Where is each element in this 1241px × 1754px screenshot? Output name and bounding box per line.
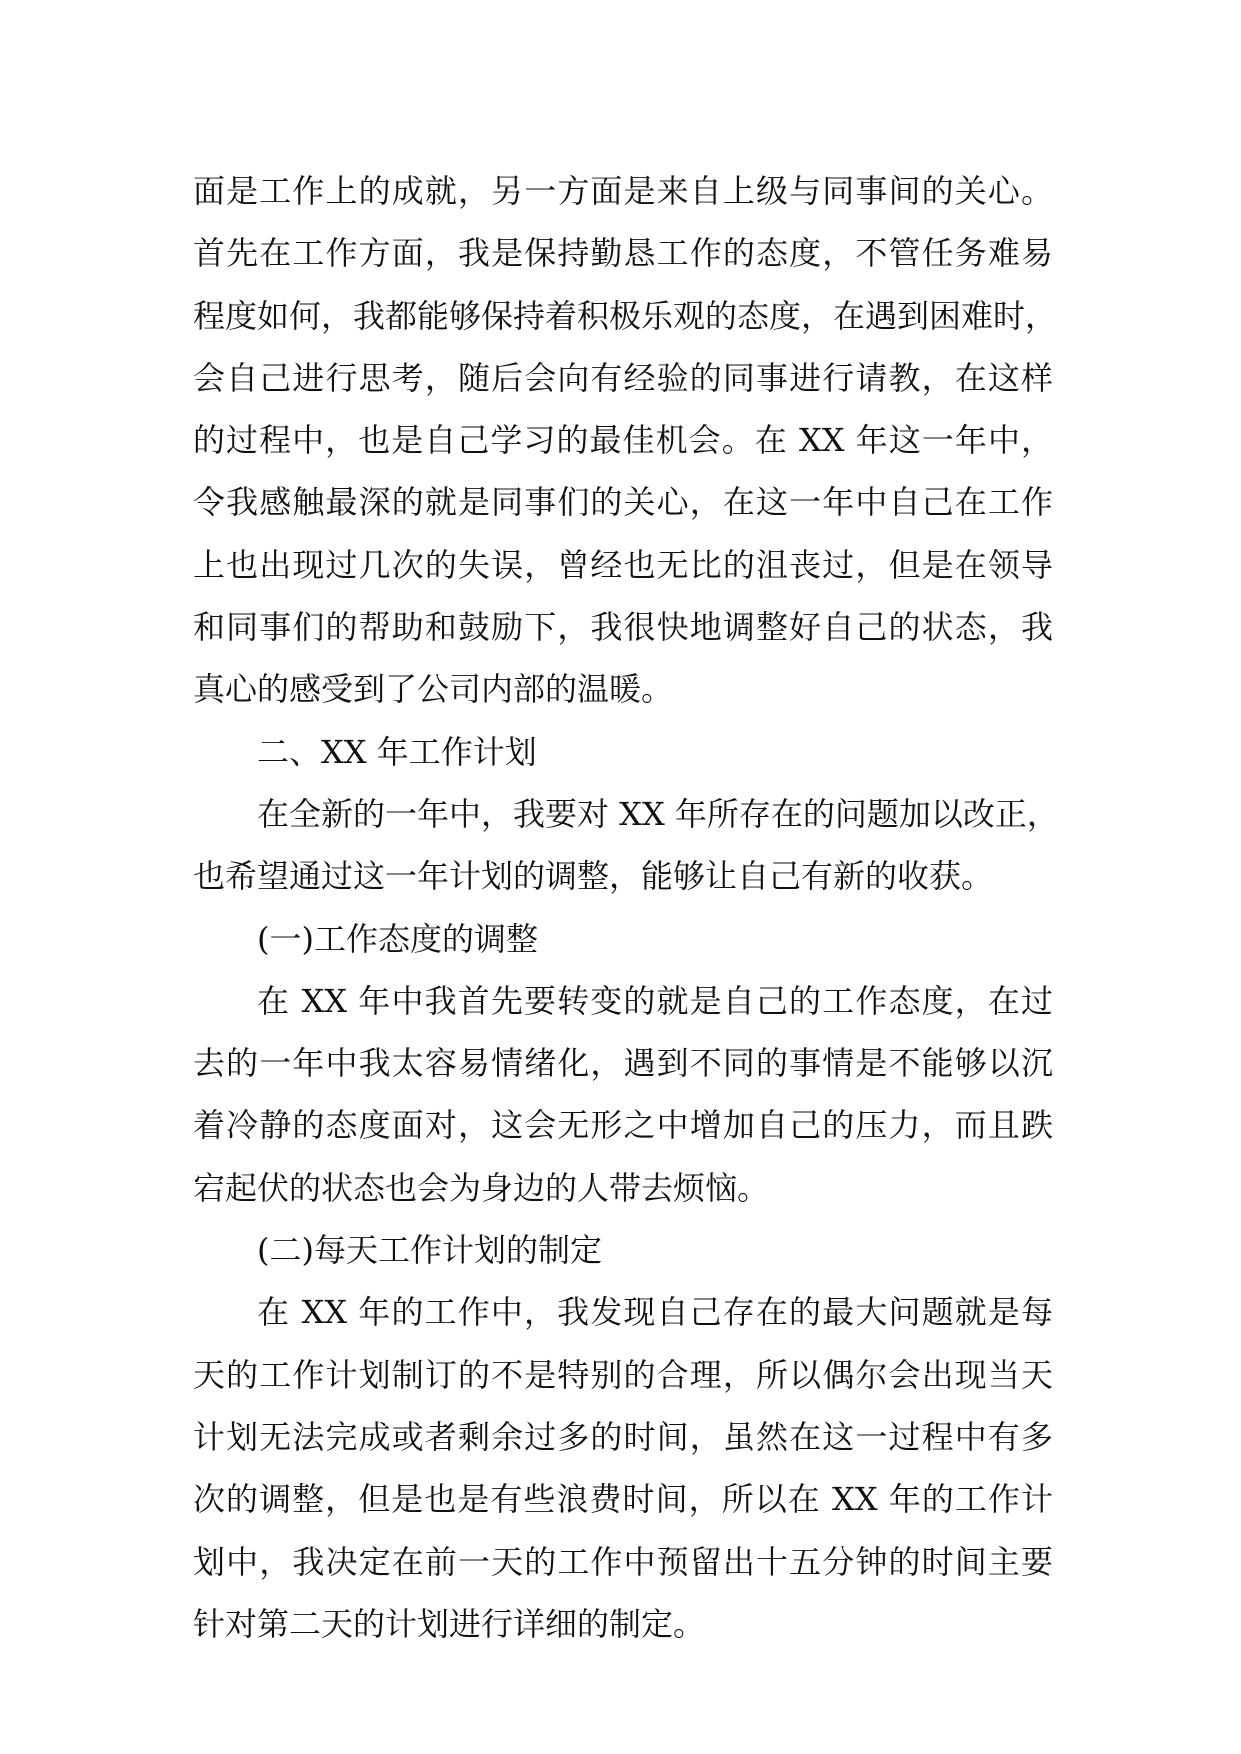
paragraph-line: 针对第二天的计划进行详细的制定。 xyxy=(193,1604,706,1643)
paragraph-line: 天的工作计划制订的不是特别的合理，所以偶尔会出现当天 xyxy=(193,1355,1053,1394)
paragraph-line: 着冷静的态度面对，这会无形之中增加自己的压力，而且跌 xyxy=(193,1106,1053,1145)
document-body xyxy=(193,160,1059,1655)
paragraph-line: 首先在工作方面，我是保持勤恳工作的态度，不管任务难易 xyxy=(193,234,1053,273)
paragraph-line: 的过程中，也是自己学习的最佳机会。在 XX 年这一年中， xyxy=(193,421,1053,460)
paragraph-line: 在全新的一年中，我要对 XX 年所存在的问题加以改正， xyxy=(257,794,1059,833)
paragraph-line: 真心的感受到了公司内部的温暖。 xyxy=(193,670,674,709)
section-heading: 二、XX 年工作计划 xyxy=(257,732,537,771)
subsection-heading: (二)每天工作计划的制定 xyxy=(257,1231,602,1270)
paragraph-line: 在 XX 年的工作中，我发现自己存在的最大问题就是每 xyxy=(257,1293,1053,1332)
paragraph-line: 宕起伏的状态也会为身边的人带去烦恼。 xyxy=(193,1168,770,1207)
paragraph-line: 计划无法完成或者剩余过多的时间，虽然在这一过程中有多 xyxy=(193,1417,1053,1456)
paragraph-line: 次的调整，但是也是有些浪费时间，所以在 XX 年的工作计 xyxy=(193,1480,1053,1519)
paragraph-line: 去的一年中我太容易情绪化，遇到不同的事情是不能够以沉 xyxy=(193,1044,1053,1083)
paragraph-line: 也希望通过这一年计划的调整，能够让自己有新的收获。 xyxy=(193,857,994,896)
paragraph-line: 程度如何，我都能够保持着积极乐观的态度，在遇到困难时， xyxy=(193,296,1058,335)
paragraph-line: 令我感触最深的就是同事们的关心，在这一年中自己在工作 xyxy=(193,483,1053,522)
paragraph-line: 在 XX 年中我首先要转变的就是自己的工作态度，在过 xyxy=(257,981,1053,1020)
paragraph-line: 面是工作上的成就，另一方面是来自上级与同事间的关心。 xyxy=(193,172,1053,210)
paragraph-line: 和同事们的帮助和鼓励下，我很快地调整好自己的状态，我 xyxy=(193,608,1053,647)
subsection-heading: (一)工作态度的调整 xyxy=(257,919,538,958)
paragraph-line: 上也出现过几次的失误，曾经也无比的沮丧过，但是在领导 xyxy=(193,545,1053,584)
paragraph-line: 划中，我决定在前一天的工作中预留出十五分钟的时间主要 xyxy=(193,1542,1053,1581)
paragraph-line: 会自己进行思考，随后会向有经验的同事进行请教，在这样 xyxy=(193,358,1053,397)
